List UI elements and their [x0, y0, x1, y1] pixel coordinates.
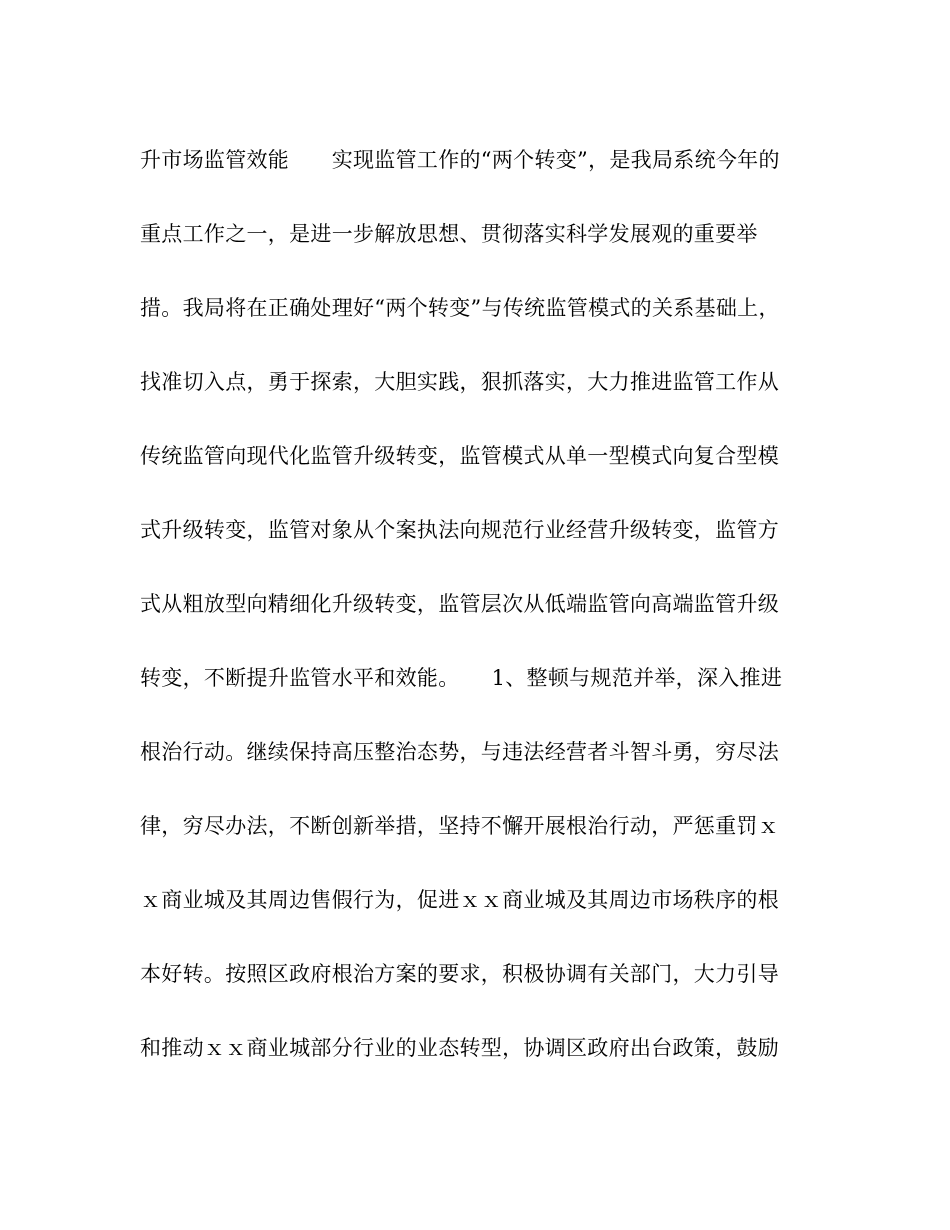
text-line: 式从粗放型向精细化升级转变，监管层次从低端监管向高端监管升级 [140, 592, 779, 616]
text-line: 律，穷尽办法，不断创新举措，坚持不懈开展根治行动，严惩重罚ｘ [140, 814, 779, 838]
text-line: 升市场监管效能 实现监管工作的“两个转变”，是我局系统今年的 [140, 148, 780, 172]
text-line: 传统监管向现代化监管升级转变，监管模式从单一型模式向复合型模 [140, 444, 779, 468]
text-line: 措。我局将在正确处理好“两个转变”与传统监管模式的关系基础上， [140, 296, 780, 320]
text-line: 根治行动。继续保持高压整治态势，与违法经营者斗智斗勇，穷尽法 [140, 740, 779, 764]
text-line: 和推动ｘｘ商业城部分行业的业态转型，协调区政府出台政策，鼓励 [140, 1036, 779, 1060]
text-line: 转变，不断提升监管水平和效能。 1、整顿与规范并举，深入推进 [140, 666, 783, 690]
text-line: ｘ商业城及其周边售假行为，促进ｘｘ商业城及其周边市场秩序的根 [140, 888, 779, 912]
text-line: 重点工作之一，是进一步解放思想、贯彻落实科学发展观的重要举 [140, 222, 758, 246]
body-text [140, 138, 820, 1100]
text-line: 找准切入点，勇于探索，大胆实践，狠抓落实，大力推进监管工作从 [140, 370, 779, 394]
text-line: 本好转。按照区政府根治方案的要求，积极协调有关部门，大力引导 [140, 962, 779, 986]
text-line: 式升级转变，监管对象从个案执法向规范行业经营升级转变，监管方 [140, 518, 779, 542]
